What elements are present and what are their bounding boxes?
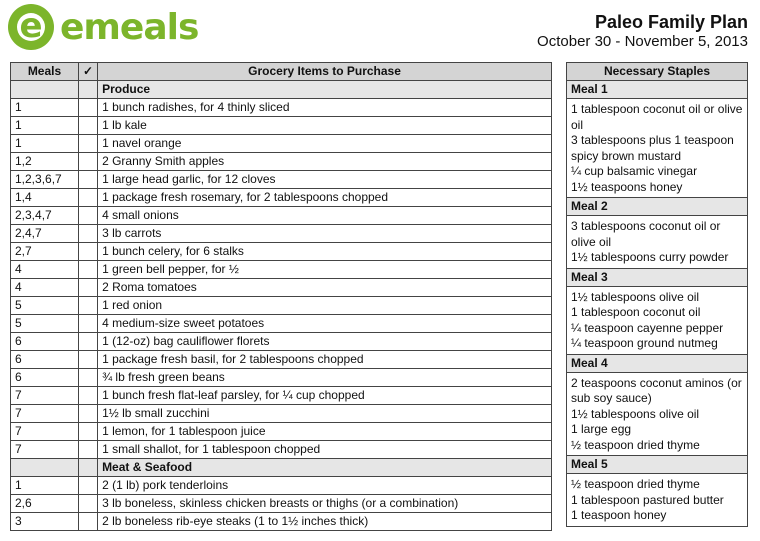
staples-meal-row (567, 81, 748, 99)
section-heading: Produce (98, 81, 552, 99)
table-row (11, 279, 552, 297)
table-row (11, 135, 552, 153)
table-row (11, 225, 552, 243)
staples-item-list (567, 286, 748, 354)
checkbox-cell[interactable] (79, 207, 98, 225)
checkbox-cell[interactable] (79, 477, 98, 495)
grocery-item-cell: 1 lb kale (98, 117, 552, 135)
grocery-item-cell: 3 lb carrots (98, 225, 552, 243)
meals-header: Meals (11, 63, 79, 81)
meals-cell: 6 (11, 369, 79, 387)
emeals-logo (8, 4, 198, 50)
logo-text: emeals (60, 6, 199, 48)
table-row (11, 351, 552, 369)
check-header: ✓ (79, 63, 98, 81)
staples-meal-row (567, 354, 748, 372)
table-row (11, 117, 552, 135)
staples-item-list (567, 216, 748, 269)
checkbox-cell[interactable] (79, 225, 98, 243)
grocery-item-cell: 1 bunch fresh flat-leaf parsley, for ¼ cup chopped (98, 387, 552, 405)
grocery-item-cell: 1 (12-oz) bag cauliflower florets (98, 333, 552, 351)
staples-meal-row (567, 198, 748, 216)
checkbox-cell[interactable] (79, 297, 98, 315)
table-row (11, 387, 552, 405)
table-row (11, 207, 552, 225)
checkbox-cell[interactable] (79, 117, 98, 135)
section-heading: Meat & Seafood (98, 459, 552, 477)
staple-item: 1 large egg (571, 422, 632, 436)
grocery-item-cell: 1 bunch celery, for 6 stalks (98, 243, 552, 261)
meals-cell: 6 (11, 351, 79, 369)
staple-item: 3 tablespoons plus 1 teaspoon spicy brown mustard (571, 133, 734, 163)
checkbox-cell[interactable] (79, 441, 98, 459)
staples-item-list (567, 474, 748, 527)
grocery-item-cell: 1 green bell pepper, for ½ (98, 261, 552, 279)
checkbox-cell[interactable] (79, 279, 98, 297)
meals-cell: 5 (11, 297, 79, 315)
grocery-item-cell: 3 lb boneless, skinless chicken breasts or thighs (or a combination) (98, 495, 552, 513)
staples-header-row (567, 63, 748, 81)
grocery-item-cell: 2 lb boneless rib-eye steaks (1 to 1½ inches thick) (98, 513, 552, 531)
staple-item: ¼ cup balsamic vinegar (571, 164, 698, 178)
table-row (11, 513, 552, 531)
meals-cell: 1,2 (11, 153, 79, 171)
table-row (11, 405, 552, 423)
table-row (11, 153, 552, 171)
staple-item: ¼ teaspoon ground nutmeg (571, 336, 718, 350)
checkbox-cell[interactable] (79, 261, 98, 279)
staple-item: 1 tablespoon pastured butter (571, 492, 724, 507)
grocery-item-cell: ¾ lb fresh green beans (98, 369, 552, 387)
meals-cell: 1,2,3,6,7 (11, 171, 79, 189)
grocery-table (10, 62, 552, 531)
grocery-item-cell: 1 bunch radishes, for 4 thinly sliced (98, 99, 552, 117)
staples-items-row (567, 216, 748, 269)
table-row (11, 441, 552, 459)
staples-meal-heading: Meal 4 (567, 354, 748, 372)
staples-meal-heading: Meal 2 (567, 198, 748, 216)
staples-items-row (567, 286, 748, 354)
staple-item: ¼ teaspoon cayenne pepper (571, 320, 724, 335)
grocery-item-cell: 2 Granny Smith apples (98, 153, 552, 171)
grocery-item-cell: 4 small onions (98, 207, 552, 225)
staple-item: 3 tablespoons coconut oil or olive oil (571, 219, 721, 249)
table-row (11, 369, 552, 387)
table-row (11, 171, 552, 189)
section-row (11, 459, 552, 477)
meals-cell: 7 (11, 441, 79, 459)
meals-cell: 4 (11, 261, 79, 279)
grocery-item-cell: 4 medium-size sweet potatoes (98, 315, 552, 333)
staples-items-row (567, 372, 748, 456)
plan-title: Paleo Family Plan (594, 12, 748, 32)
grocery-item-cell: 1 small shallot, for 1 tablespoon chopped (98, 441, 552, 459)
staple-item: 1 teaspoon honey (571, 508, 667, 522)
table-row (11, 243, 552, 261)
emeals-logo-icon (8, 4, 54, 50)
checkbox-cell[interactable] (79, 351, 98, 369)
grocery-items-header: Grocery Items to Purchase (98, 63, 552, 81)
grocery-item-cell: 1 lemon, for 1 tablespoon juice (98, 423, 552, 441)
meals-cell: 7 (11, 387, 79, 405)
grocery-item-cell: 2 (1 lb) pork tenderloins (98, 477, 552, 495)
meals-cell: 7 (11, 423, 79, 441)
meals-cell: 1 (11, 99, 79, 117)
table-row (11, 189, 552, 207)
checkbox-cell[interactable] (79, 387, 98, 405)
staple-item: 1 tablespoon coconut oil or olive oil (571, 102, 743, 132)
staple-item: ½ teaspoon dried thyme (571, 437, 700, 452)
table-row (11, 495, 552, 513)
grocery-item-cell: 2 Roma tomatoes (98, 279, 552, 297)
meals-cell: 2,4,7 (11, 225, 79, 243)
staple-item: 1½ tablespoons olive oil (571, 406, 700, 421)
checkbox-cell[interactable] (79, 153, 98, 171)
plan-dates: October 30 - November 5, 2013 (537, 33, 748, 50)
checkbox-cell[interactable] (79, 189, 98, 207)
checkbox-cell[interactable] (79, 171, 98, 189)
staples-meal-row (567, 456, 748, 474)
section-row (11, 81, 552, 99)
checkbox-cell[interactable] (79, 243, 98, 261)
checkbox-cell[interactable] (79, 315, 98, 333)
meals-cell: 1 (11, 477, 79, 495)
staples-items-row (567, 474, 748, 527)
meals-cell: 6 (11, 333, 79, 351)
staples-item-list (567, 99, 748, 198)
checkbox-cell[interactable] (79, 333, 98, 351)
table-row (11, 261, 552, 279)
grocery-item-cell: 1 navel orange (98, 135, 552, 153)
staples-item-list (567, 372, 748, 456)
staples-meal-heading: Meal 3 (567, 268, 748, 286)
meals-cell: 1,4 (11, 189, 79, 207)
meals-cell: 3 (11, 513, 79, 531)
table-row (11, 315, 552, 333)
meals-cell: 7 (11, 405, 79, 423)
checkbox-cell[interactable] (79, 369, 98, 387)
meals-cell: 2,3,4,7 (11, 207, 79, 225)
staples-header: Necessary Staples (567, 63, 748, 81)
meals-cell: 2,7 (11, 243, 79, 261)
grocery-header-row (11, 63, 552, 81)
meals-cell: 5 (11, 315, 79, 333)
staple-item: ½ teaspoon dried thyme (571, 477, 700, 491)
staples-meal-row (567, 268, 748, 286)
staples-meal-heading: Meal 1 (567, 81, 748, 99)
logo-letter: e (19, 6, 43, 46)
staple-item: 1 tablespoon coconut oil (571, 305, 701, 319)
staples-meal-heading: Meal 5 (567, 456, 748, 474)
staples-items-row (567, 99, 748, 198)
staple-item: 1½ tablespoons curry powder (571, 250, 729, 264)
checkbox-cell[interactable] (79, 423, 98, 441)
meals-cell: 1 (11, 135, 79, 153)
grocery-item-cell: 1 package fresh rosemary, for 2 tablespoons chopped (98, 189, 552, 207)
table-row (11, 297, 552, 315)
checkbox-cell[interactable] (79, 135, 98, 153)
staple-item: 2 teaspoons coconut aminos (or sub soy sauce) (571, 375, 742, 405)
grocery-item-cell: 1 red onion (98, 297, 552, 315)
meals-cell: 4 (11, 279, 79, 297)
table-row (11, 423, 552, 441)
staples-table (566, 62, 748, 527)
table-row (11, 99, 552, 117)
table-row (11, 477, 552, 495)
checkbox-cell[interactable] (79, 513, 98, 531)
grocery-item-cell: 1 large head garlic, for 12 cloves (98, 171, 552, 189)
staple-item: 1½ tablespoons olive oil (571, 289, 700, 304)
checkbox-cell[interactable] (79, 405, 98, 423)
grocery-item-cell: 1 package fresh basil, for 2 tablespoons chopped (98, 351, 552, 369)
staple-item: 1½ teaspoons honey (571, 179, 683, 194)
meals-cell: 1 (11, 117, 79, 135)
table-row (11, 333, 552, 351)
checkbox-cell[interactable] (79, 495, 98, 513)
grocery-item-cell: 1½ lb small zucchini (98, 405, 552, 423)
meals-cell: 2,6 (11, 495, 79, 513)
checkbox-cell[interactable] (79, 99, 98, 117)
